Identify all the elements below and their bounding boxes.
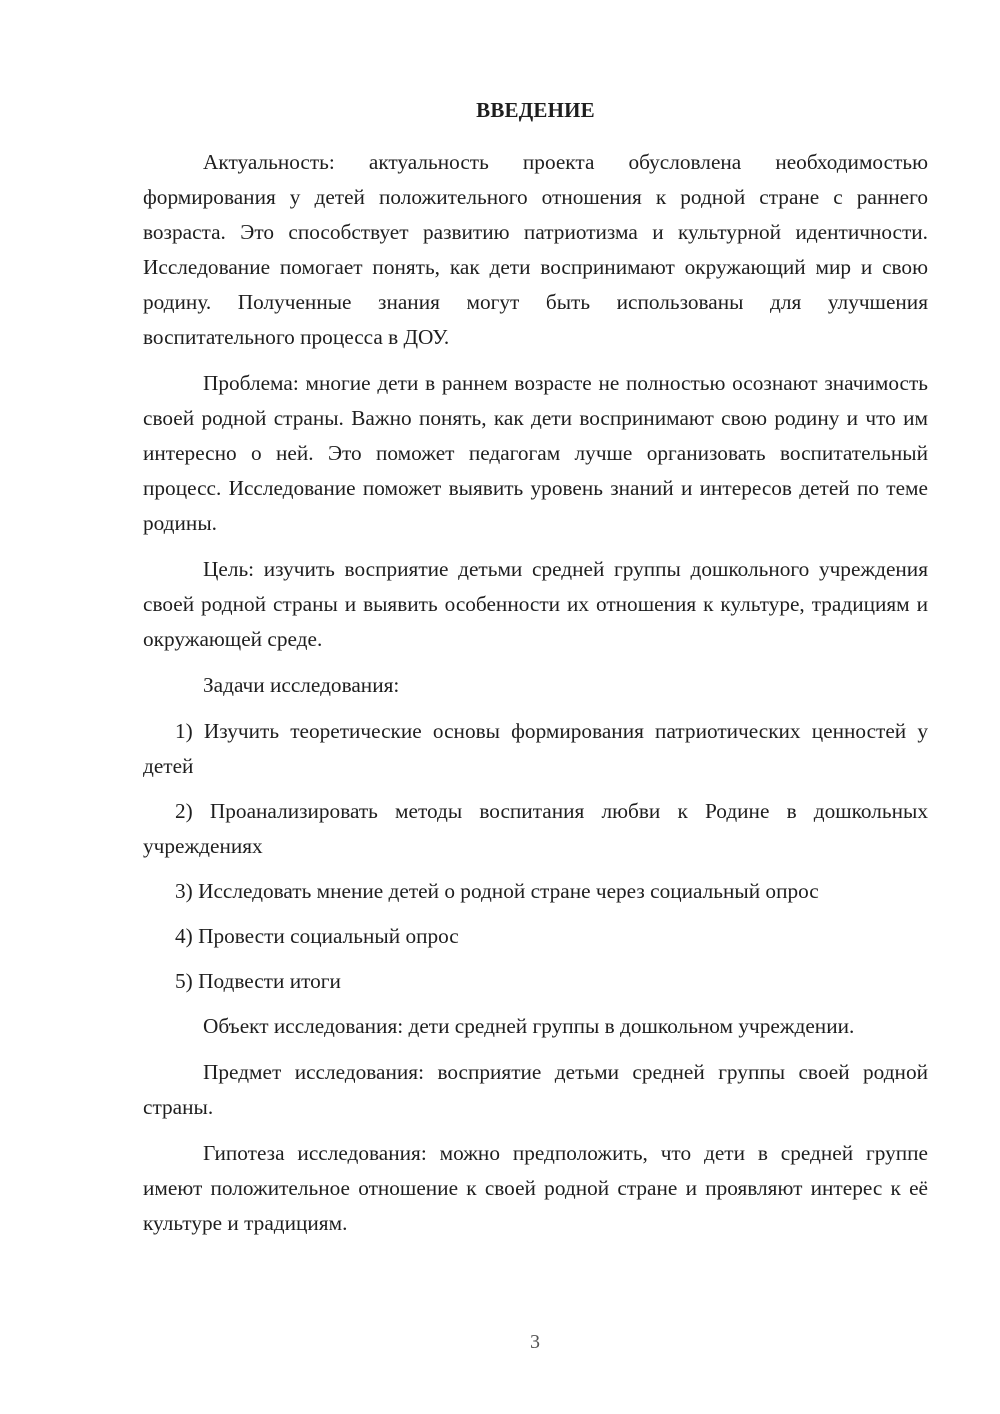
tasks-list (143, 714, 928, 999)
page-number: 3 (530, 1331, 540, 1353)
relevance-paragraph: Актуальность: актуальность проекта обусловлена необходимостью формирования у детей положительного отношения к родной стране с раннего возраста. Это способствует развитию патриотизма и культурной идентичности. Исследование помогает понять, как дети воспринимают окружающий мир и свою родину. Полученные знания могут быть использованы для улучшения воспитательного процесса в ДОУ. (143, 150, 928, 349)
list-item: 1) Изучить теоретические основы формирования патриотических ценностей у детей (143, 719, 928, 778)
list-item: 3) Исследовать мнение детей о родной стране через социальный опрос (175, 879, 819, 903)
hypothesis-paragraph: Гипотеза исследования: можно предположить, что дети в средней группе имеют положительное отношение к своей родной стране и проявляют интерес к её культуре и традициям. (143, 1141, 928, 1235)
section-heading: ВВЕДЕНИЕ (476, 98, 595, 122)
problem-paragraph: Проблема: многие дети в раннем возрасте не полностью осознают значимость своей родной страны. Важно понять, как дети воспринимают свою родину и что им интересно о ней. Это поможет педагогам лучше организовать воспитательный процесс. Исследование поможет выявить уровень знаний и интересов детей по теме родины. (143, 371, 928, 535)
list-item: 2) Проанализировать методы воспитания любви к Родине в дошкольных учреждениях (143, 799, 928, 858)
list-item: 4) Провести социальный опрос (175, 924, 459, 948)
subject-paragraph: Предмет исследования: восприятие детьми средней группы своей родной страны. (143, 1060, 928, 1119)
goal-paragraph: Цель: изучить восприятие детьми средней группы дошкольного учреждения своей родной страны и выявить особенности их отношения к культуре, традициям и окружающей среде. (143, 557, 928, 651)
tasks-intro: Задачи исследования: (203, 673, 400, 697)
document-page (143, 96, 928, 1252)
object-paragraph: Объект исследования: дети средней группы в дошкольном учреждении. (203, 1014, 855, 1038)
list-item: 5) Подвести итоги (175, 969, 341, 993)
